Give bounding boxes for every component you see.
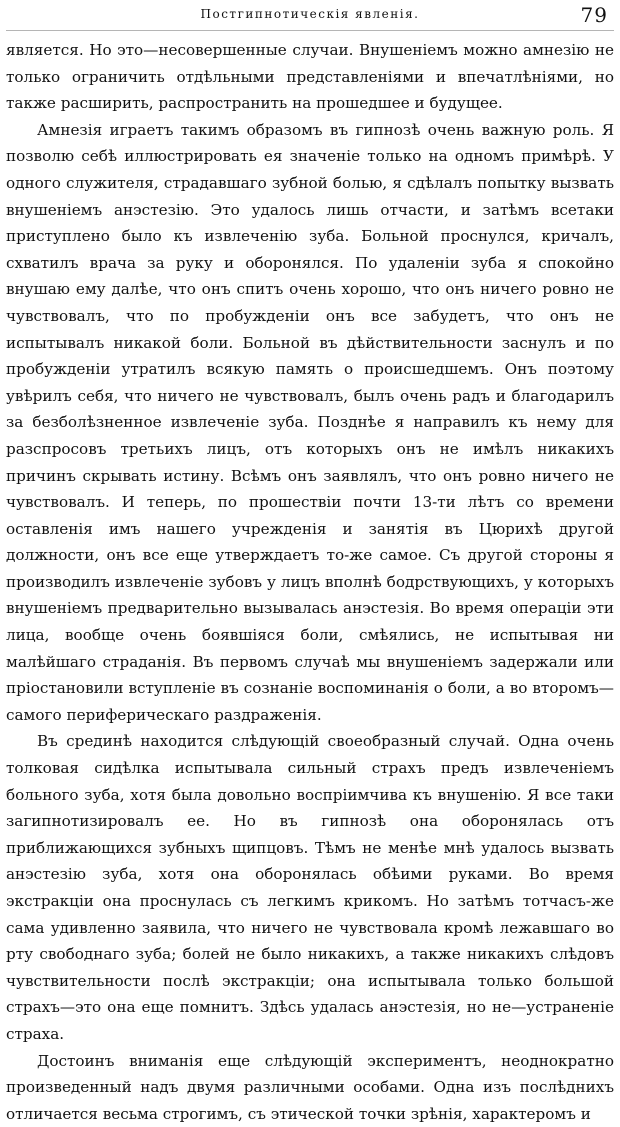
page-number: 79 xyxy=(580,3,608,27)
paragraph-nurse-case: Въ срединѣ находится слѣдующій своеобразный случай. Одна очень толковая сидѣлка испытывала сильный страхъ предъ извлеченіемъ больного зуба, хотя была довольно воспріимчива къ внушенію. Я все таки загипнотизировалъ ее. Но въ гипнозѣ она оборонялась отъ приближающихся зубныхъ щипцовъ. Тѣмъ не менѣе мнѣ удалось вызвать анэстезію зуба, хотя она оборонялась обѣими руками. Во время экстракціи она проснулась съ легкимъ крикомъ. Но затѣмъ тотчасъ-же сама удивленно заявила, что ничего не чувствовала кромѣ лежавшаго во рту свободнаго зуба; болей не было никакихъ, а также никакихъ слѣдовъ чувствительности послѣ экстракціи; она испытывала только большой страхъ—это она еще помнитъ. Здѣсь удалась анэстезія, но не—устраненіе страха. xyxy=(6,732,614,1043)
running-head xyxy=(6,4,614,31)
paragraph-amnesia-example: Амнезія играетъ такимъ образомъ въ гипнозѣ очень важную роль. Я позволю себѣ иллюстрировать ея значеніе только на одномъ примѣрѣ. У одного служителя, страдавшаго зубной болью, я сдѣлалъ попытку вызвать внушеніемъ анэстезію. Это удалось лишь отчасти, и затѣмъ всетаки приступлено было къ извлеченію зуба. Больной проснулся, кричалъ, схватилъ врача за руку и оборонялся. По удаленіи зуба я спокойно внушаю ему далѣе, что онъ спитъ очень хорошо, что онъ ничего ровно не чувствовалъ, что по пробужденіи онъ все забудетъ, что онъ не испытывалъ никакой боли. Больной въ дѣйствительности заснулъ и по пробужденіи утратилъ всякую память о происшедшемъ. Онъ поэтому увѣрилъ себя, что ничего не чувствовалъ, былъ очень радъ и благодарилъ за безболѣзненное извлеченіе зуба. Позднѣе я направилъ къ нему для разспросовъ третьихъ лицъ, отъ которыхъ онъ не имѣлъ никакихъ причинъ скрывать истину. Всѣмъ онъ заявлялъ, что онъ ровно ничего не чувствовалъ. И теперь, по прошествіи почти 13-ти лѣтъ со времени оставленія имъ нашего учрежденія и занятія въ Цюрихѣ другой должности, онъ все еще утверждаетъ то-же самое. Съ другой стороны я производилъ извлеченіе зубовъ у лицъ вполнѣ бодрствующихъ, у которыхъ внушеніемъ предварительно вызывалась анэстезія. Во время операціи эти лица, вообще очень боявшіяся боли, смѣялись, не испытывая ни малѣйшаго страданія. Въ первомъ случаѣ мы внушеніемъ задержали или пріостановили вступленіе въ сознаніе воспоминанія о боли, а во второмъ—самого периферическаго раздраженія. xyxy=(6,120,614,724)
paragraph-continuation: является. Но это—несовершенные случаи. Внушеніемъ можно амнезію не только ограничить отдѣльными представленіями и впечатлѣніями, но также расширить, распространить на прошедшее и будущее. xyxy=(6,41,614,113)
running-title: Постгипнотическія явленія. xyxy=(200,7,420,21)
paragraph-experiment: Достоинъ вниманія еще слѣдующій экспериментъ, неоднократно произведенный надъ двумя различными особами. Одна изъ послѣднихъ отличается весьма строгимъ, съ этической точки зрѣнія, характеромъ и xyxy=(6,1051,614,1123)
